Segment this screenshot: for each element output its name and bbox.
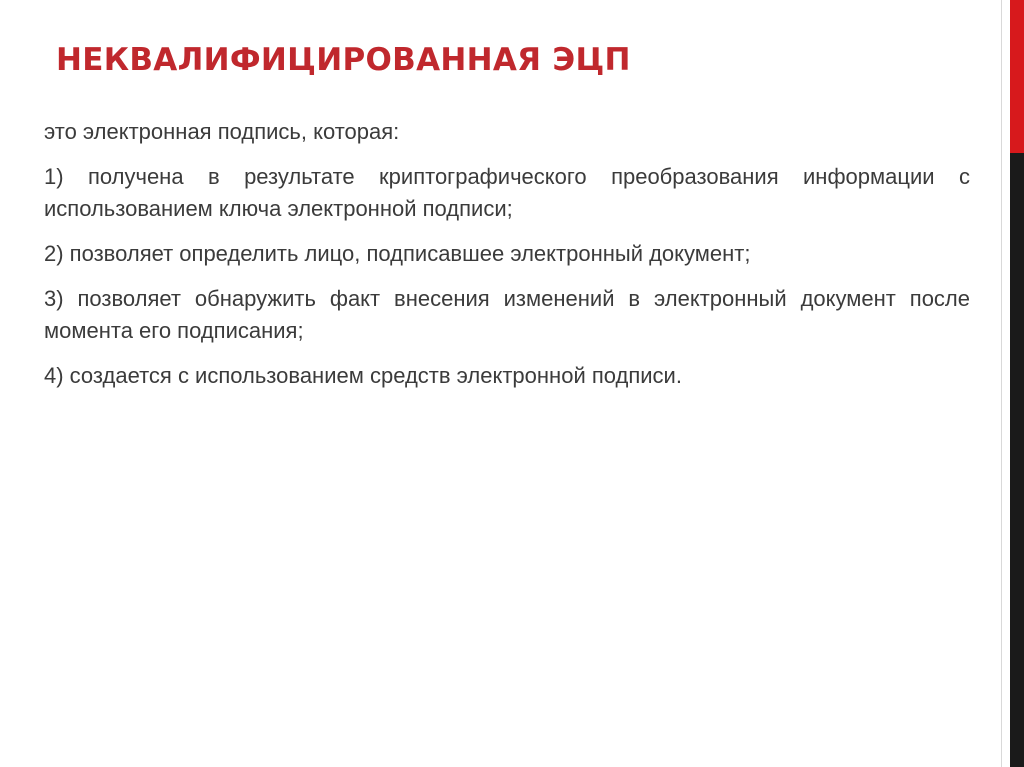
accent-bar-dark xyxy=(1010,153,1024,767)
accent-bar-red xyxy=(1010,0,1024,153)
slide-body xyxy=(44,116,970,405)
list-item-2: 2) позволяет определить лицо, подписавшее электронный документ; xyxy=(44,241,751,266)
slide-title: НЕКВАЛИФИЦИРОВАННАЯ ЭЦП xyxy=(56,42,631,78)
intro-text: это электронная подпись, которая: xyxy=(44,119,400,144)
page-edge-line xyxy=(1001,0,1002,767)
list-item-3: 3) позволяет обнаружить факт внесения изменений в электронный документ после момента его подписания; xyxy=(44,286,970,343)
list-item-4: 4) создается с использованием средств электронной подписи. xyxy=(44,363,682,388)
list-item-1: 1) получена в результате криптографического преобразования информации с использованием ключа электронной подписи; xyxy=(44,164,970,221)
